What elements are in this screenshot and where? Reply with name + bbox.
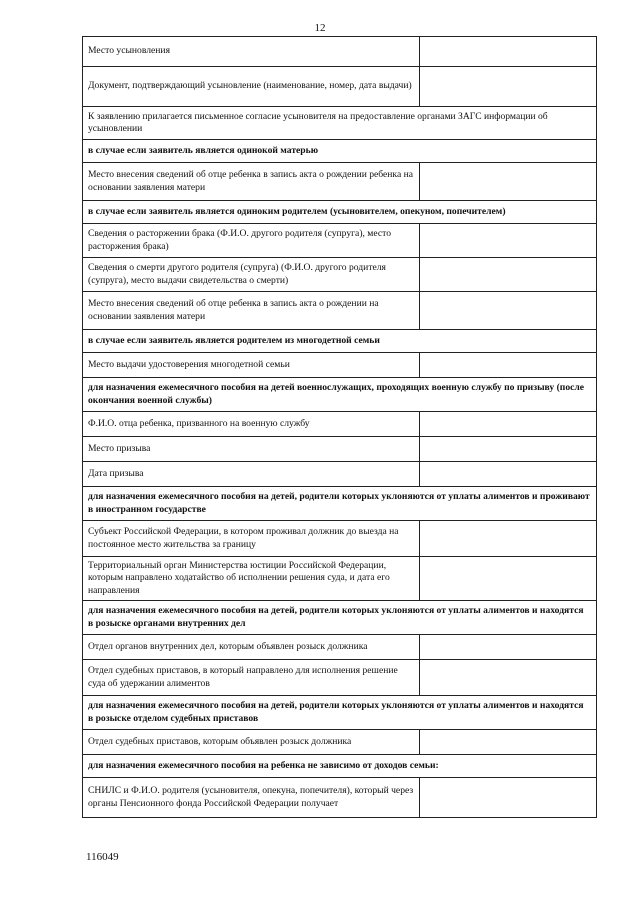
field-label: Территориальный орган Министерства юстиции Российской Федерации, которым направлено ходатайство об исполнении решения суда, и дата его направления bbox=[83, 557, 420, 601]
attachment-note: К заявлению прилагается письменное согласие усыновителя на предоставление органами ЗАГС информации об усыновлении bbox=[83, 107, 597, 140]
form-field-row bbox=[83, 163, 597, 201]
field-value-cell[interactable] bbox=[420, 163, 597, 201]
section-heading: в случае если заявитель является родителем из многодетной семьи bbox=[83, 330, 597, 353]
field-value-cell[interactable] bbox=[420, 258, 597, 292]
field-value-cell[interactable] bbox=[420, 292, 597, 330]
field-value-cell[interactable] bbox=[420, 67, 597, 107]
section-heading: для назначения ежемесячного пособия на ребенка не зависимо от доходов семьи: bbox=[83, 755, 597, 778]
section-heading-row bbox=[83, 755, 597, 778]
field-value-cell[interactable] bbox=[420, 778, 597, 818]
form-field-row bbox=[83, 224, 597, 258]
page-number: 12 bbox=[314, 22, 326, 34]
section-heading-row bbox=[83, 487, 597, 521]
form-field-row bbox=[83, 660, 597, 696]
field-value-cell[interactable] bbox=[420, 635, 597, 660]
field-label: Место внесения сведений об отце ребенка в запись акта о рождении ребенка на основании заявления матери bbox=[83, 163, 420, 201]
form-field-row bbox=[83, 353, 597, 378]
form-field-row bbox=[83, 557, 597, 601]
section-heading: для назначения ежемесячного пособия на детей, родители которых уклоняются от уплаты алиментов и проживают в иностранном государстве bbox=[83, 487, 597, 521]
form-field-row bbox=[83, 412, 597, 437]
field-label: Субъект Российской Федерации, в котором проживал должник до выезда на постоянное место жительства за границу bbox=[83, 521, 420, 557]
form-field-row bbox=[83, 635, 597, 660]
section-heading-row bbox=[83, 601, 597, 635]
form-field-row bbox=[83, 292, 597, 330]
field-label: Отдел органов внутренних дел, которым объявлен розыск должника bbox=[83, 635, 420, 660]
field-value-cell[interactable] bbox=[420, 224, 597, 258]
field-value-cell[interactable] bbox=[420, 660, 597, 696]
form-field-row bbox=[83, 37, 597, 67]
document-code: 116049 bbox=[86, 851, 119, 863]
field-value-cell[interactable] bbox=[420, 437, 597, 462]
section-heading: в случае если заявитель является одинокой матерью bbox=[83, 140, 597, 163]
field-label: Сведения о смерти другого родителя (супруга) (Ф.И.О. другого родителя (супруга), место выдачи свидетельства о смерти) bbox=[83, 258, 420, 292]
section-heading-row bbox=[83, 378, 597, 412]
form-field-row bbox=[83, 437, 597, 462]
field-label: Место выдачи удостоверения многодетной семьи bbox=[83, 353, 420, 378]
field-label: Место усыновления bbox=[83, 37, 420, 67]
field-label: Отдел судебных приставов, которым объявлен розыск должника bbox=[83, 730, 420, 755]
field-value-cell[interactable] bbox=[420, 37, 597, 67]
form-field-row bbox=[83, 67, 597, 107]
field-label: Место призыва bbox=[83, 437, 420, 462]
form-field-row bbox=[83, 521, 597, 557]
section-heading: для назначения ежемесячного пособия на детей военнослужащих, проходящих военную службу по призыву (после окончания военной службы) bbox=[83, 378, 597, 412]
section-heading-row bbox=[83, 201, 597, 224]
field-value-cell[interactable] bbox=[420, 412, 597, 437]
field-label: Место внесения сведений об отце ребенка в запись акта о рождении на основании заявления матери bbox=[83, 292, 420, 330]
field-label: Дата призыва bbox=[83, 462, 420, 487]
section-heading-row bbox=[83, 140, 597, 163]
field-label: Отдел судебных приставов, в который направлено для исполнения решение суда об удержании алиментов bbox=[83, 660, 420, 696]
form-field-row bbox=[83, 778, 597, 818]
section-heading-row bbox=[83, 696, 597, 730]
section-heading: для назначения ежемесячного пособия на детей, родители которых уклоняются от уплаты алиментов и находятся в розыске органами внутренних дел bbox=[83, 601, 597, 635]
field-label: Сведения о расторжении брака (Ф.И.О. другого родителя (супруга), место расторжения брака) bbox=[83, 224, 420, 258]
section-heading: для назначения ежемесячного пособия на детей, родители которых уклоняются от уплаты алиментов и находятся в розыске отделом судебных приставов bbox=[83, 696, 597, 730]
note-row bbox=[83, 107, 597, 140]
section-heading: в случае если заявитель является одиноким родителем (усыновителем, опекуном, попечителем) bbox=[83, 201, 597, 224]
field-value-cell[interactable] bbox=[420, 557, 597, 601]
field-label: Документ, подтверждающий усыновление (наименование, номер, дата выдачи) bbox=[83, 67, 420, 107]
field-label: Ф.И.О. отца ребенка, призванного на военную службу bbox=[83, 412, 420, 437]
application-form-table bbox=[82, 36, 597, 818]
field-value-cell[interactable] bbox=[420, 521, 597, 557]
form-field-row bbox=[83, 462, 597, 487]
section-heading-row bbox=[83, 330, 597, 353]
form-field-row bbox=[83, 730, 597, 755]
field-value-cell[interactable] bbox=[420, 353, 597, 378]
field-label: СНИЛС и Ф.И.О. родителя (усыновителя, опекуна, попечителя), который через органы Пенсионного фонда Российской Федерации получает bbox=[83, 778, 420, 818]
field-value-cell[interactable] bbox=[420, 462, 597, 487]
field-value-cell[interactable] bbox=[420, 730, 597, 755]
form-field-row bbox=[83, 258, 597, 292]
